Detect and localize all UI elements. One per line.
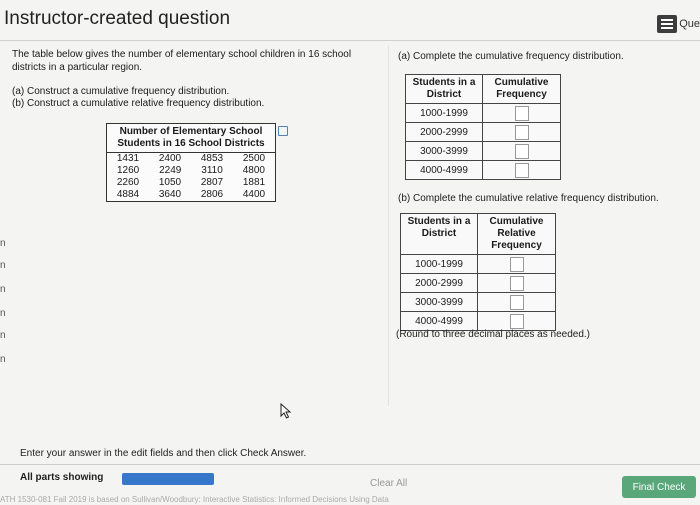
data-cell: 1881 [242, 177, 266, 188]
data-cell: 2400 [158, 153, 182, 164]
left-stub: n [0, 238, 6, 249]
class-label: 2000-2999 [406, 123, 483, 142]
left-stub: n [0, 260, 6, 271]
progress-fill [122, 473, 214, 485]
class-label: 1000-1999 [401, 255, 478, 274]
class-label: 4000-4999 [406, 161, 483, 180]
data-cell: 1050 [158, 177, 182, 188]
part-a-text: (a) Construct a cumulative frequency distribution. [12, 86, 230, 97]
page-title: Instructor-created question [4, 8, 231, 29]
class-label: 2000-2999 [401, 274, 478, 293]
mouse-pointer-icon [280, 403, 292, 419]
answer-input[interactable] [510, 257, 524, 272]
answer-input[interactable] [515, 125, 529, 140]
answer-input[interactable] [515, 106, 529, 121]
data-table [106, 123, 276, 202]
data-table-row [107, 189, 275, 201]
data-cell: 3110 [201, 165, 223, 176]
data-table-header-line1: Number of Elementary School [119, 126, 263, 137]
class-label: 3000-3999 [406, 142, 483, 161]
data-cell: 2806 [200, 189, 224, 200]
answer-input[interactable] [515, 163, 529, 178]
problem-description: The table below gives the number of elementary school children in 16 school districts in a particular region. [12, 49, 352, 73]
copy-data-icon[interactable] [278, 126, 288, 136]
progress-bar [122, 473, 214, 485]
data-cell: 1260 [116, 165, 140, 176]
class-label: 4000-4999 [401, 312, 478, 331]
data-table-header-line2: Students in 16 School Districts [117, 138, 265, 149]
part-a-heading: (a) Complete the cumulative frequency distribution. [398, 51, 624, 62]
clear-all-button[interactable]: Clear All [370, 478, 408, 489]
data-table-row [107, 153, 275, 165]
problem-parts [12, 86, 264, 110]
title-bar [0, 0, 700, 41]
data-cell: 2260 [116, 177, 140, 188]
cumulative-frequency-header: Cumulative Frequency [483, 75, 561, 104]
part-b-text: (b) Construct a cumulative relative frequency distribution. [12, 98, 265, 109]
left-stub: n [0, 354, 6, 365]
data-cell: 4800 [242, 165, 265, 176]
left-stub: n [0, 308, 6, 319]
left-stub: n [0, 284, 6, 295]
all-parts-label: All parts showing [20, 472, 104, 483]
part-b-heading: (b) Complete the cumulative relative frequency distribution. [398, 193, 659, 204]
instruction-text: Enter your answer in the edit fields and then click Check Answer. [20, 448, 307, 459]
answer-input[interactable] [510, 276, 524, 291]
data-table-header [107, 124, 275, 153]
left-stub: n [0, 330, 6, 341]
data-cell: 4400 [242, 189, 266, 200]
data-cell: 2500 [242, 153, 266, 164]
data-cell: 2249 [159, 165, 182, 176]
data-cell: 3640 [158, 189, 182, 200]
column-divider [388, 46, 389, 406]
students-column-header: Students in a District [401, 214, 478, 255]
question-menu-label: Que [679, 18, 700, 30]
answer-input[interactable] [510, 314, 524, 329]
rounding-note: (Round to three decimal places as needed.) [396, 329, 591, 340]
data-cell: 2807 [200, 177, 224, 188]
question-menu-button[interactable] [657, 13, 700, 35]
students-column-header: Students in a District [406, 75, 483, 104]
cumulative-relative-frequency-header: Cumulative Relative Frequency [478, 214, 556, 255]
course-footer: ATH 1530-081 Fall 2019 is based on Sullivan/Woodbury: Interactive Statistics: Informed Decisions Using Data [0, 495, 389, 504]
data-table-row [107, 165, 275, 177]
data-cell: 4853 [200, 153, 224, 164]
cumulative-relative-frequency-table [400, 213, 556, 331]
cumulative-frequency-table [405, 74, 561, 180]
data-cell: 4884 [116, 189, 140, 200]
list-icon [657, 15, 677, 33]
class-label: 3000-3999 [401, 293, 478, 312]
answer-input[interactable] [515, 144, 529, 159]
data-cell: 1431 [116, 153, 140, 164]
class-label: 1000-1999 [406, 104, 483, 123]
answer-input[interactable] [510, 295, 524, 310]
data-table-row [107, 177, 275, 189]
final-check-button[interactable]: Final Check [622, 476, 696, 498]
